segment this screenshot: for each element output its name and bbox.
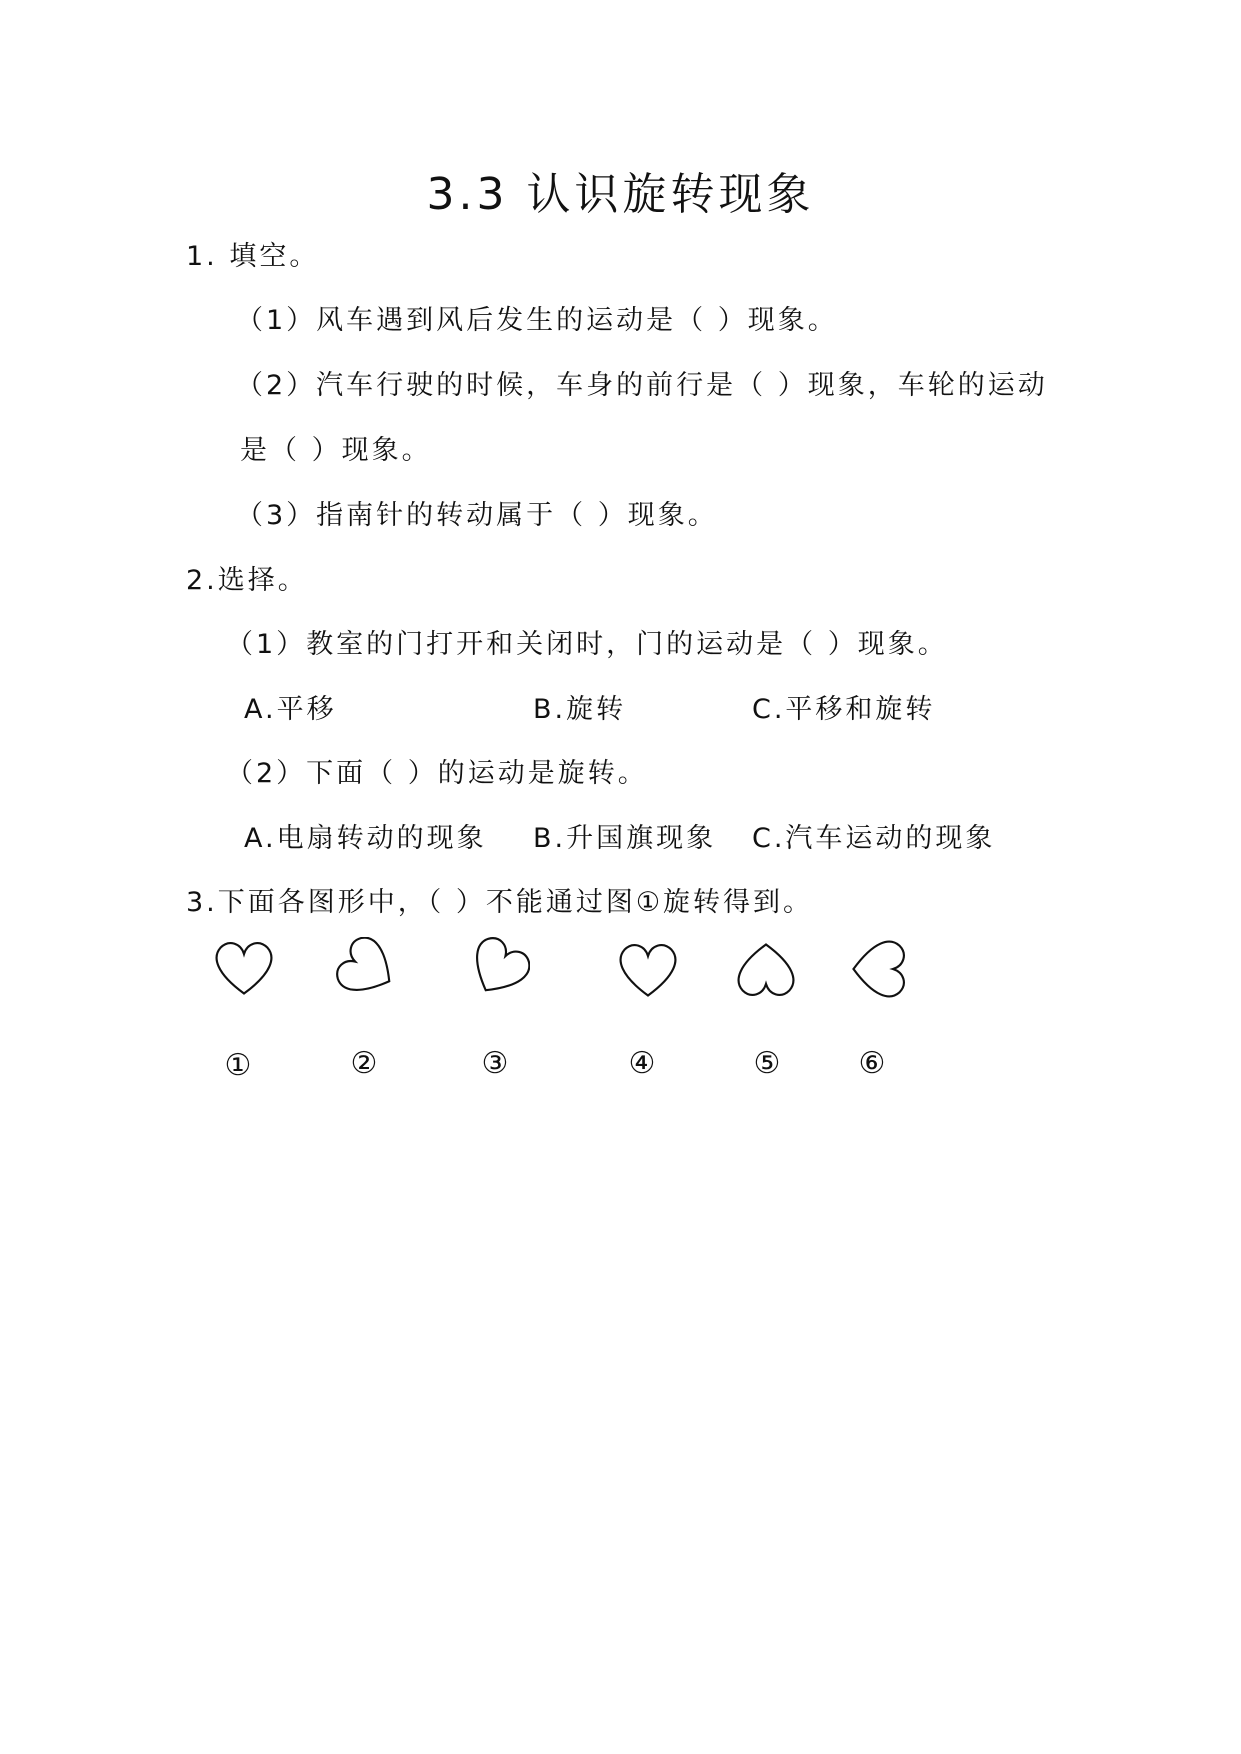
- q1-item-1: （1）风车遇到风后发生的运动是（ ）现象。: [236, 305, 838, 336]
- heart-figure-2: [336, 937, 400, 1001]
- heart-figure-4: [616, 939, 680, 1003]
- q2-sub2-option-c: C.汽车运动的现象: [752, 823, 996, 854]
- page-title: 3.3 认识旋转现象: [426, 169, 815, 220]
- figure-label-4: ④: [628, 1046, 656, 1081]
- q1-heading: 1. 填空。: [186, 241, 320, 272]
- q2-sub1-option-a: A.平移: [244, 694, 337, 725]
- q1-item-2-continued: 是（ ）现象。: [240, 435, 432, 466]
- heart-figure-1: [212, 937, 276, 1001]
- heart-figure-6: [846, 937, 910, 1001]
- q2-sub2-stem: （2）下面（ ）的运动是旋转。: [226, 758, 648, 789]
- q2-sub1-stem: （1）教室的门打开和关闭时，门的运动是（ ）现象。: [226, 629, 948, 660]
- q1-item-2: （2）汽车行驶的时候，车身的前行是（ ）现象，车轮的运动: [236, 370, 1048, 401]
- q2-sub1-option-c: C.平移和旋转: [752, 694, 936, 725]
- q2-sub2-option-a: A.电扇转动的现象: [244, 823, 487, 854]
- figure-label-2: ②: [350, 1046, 378, 1081]
- figure-label-6: ⑥: [858, 1046, 886, 1081]
- heart-figure-3: [466, 937, 530, 1001]
- figure-label-1: ①: [224, 1048, 252, 1083]
- q2-sub1-option-b: B.旋转: [533, 694, 627, 725]
- q2-sub2-option-b: B.升国旗现象: [533, 823, 717, 854]
- figure-label-3: ③: [481, 1046, 509, 1081]
- q2-heading: 2.选择。: [186, 565, 308, 596]
- heart-figure-5: [734, 937, 798, 1001]
- q1-item-3: （3）指南针的转动属于（ ）现象。: [236, 500, 718, 531]
- q3-heading: 3.下面各图形中，（ ）不能通过图①旋转得到。: [186, 887, 814, 918]
- figure-label-5: ⑤: [753, 1046, 781, 1081]
